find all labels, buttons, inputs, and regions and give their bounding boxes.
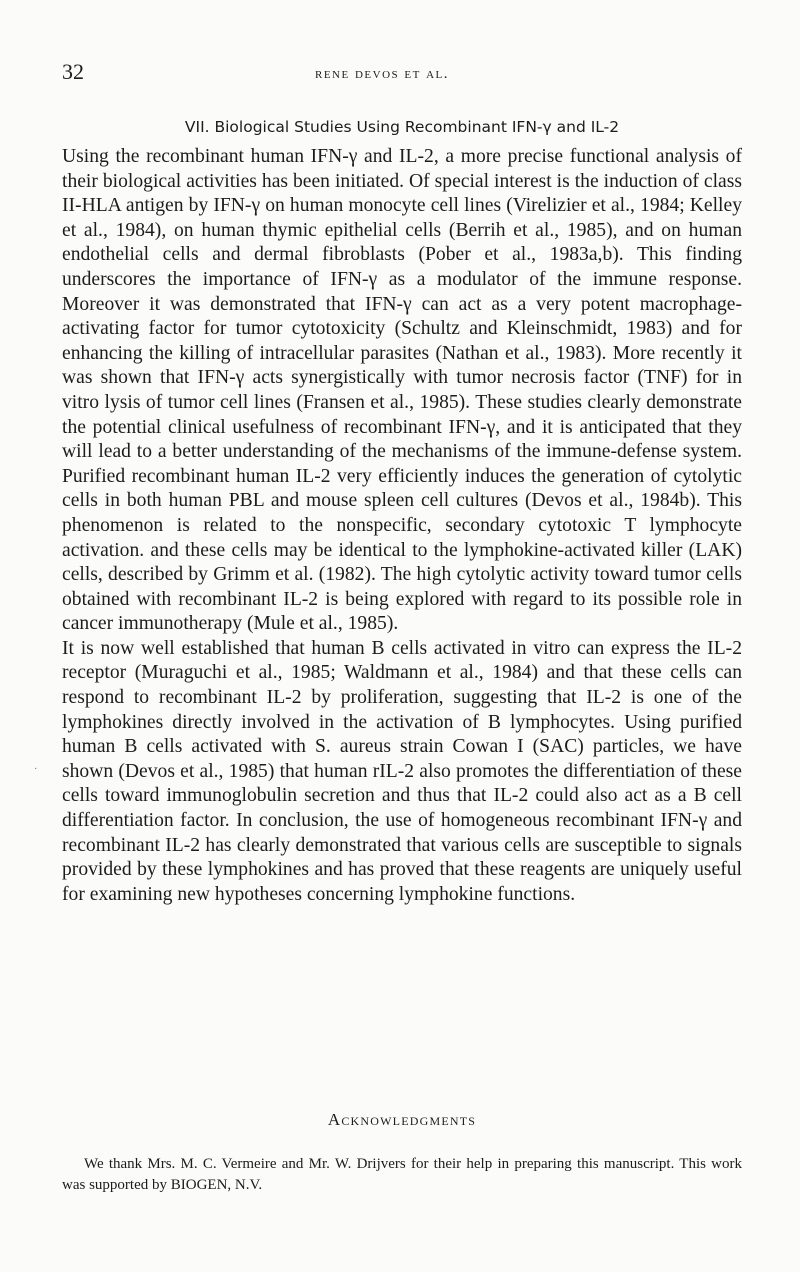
paragraph-1: Using the recombinant human IFN-γ and IL-2, a more precise functional analysis of their biological activities has been initiated. Of special interest is the induction of class II-HLA antigen by IFN-γ on human monocyte cell lines (Virelizier et al., 1984; Kelley et al., 1984), on human thymic epithelial cells (Berrih et al., 1985), and on human endothelial cells and dermal fibroblasts (Pober et al., 1983a,b). This finding underscores the importance of IFN-γ as a modulator of the immune response. Moreover it was demonstrated that IFN-γ can act as a very potent macrophage-activating factor for tumor cytotoxicity (Schultz and Kleinschmidt, 1983) and for enhancing the killing of intracellular parasites (Nathan et al., 1983). More recently it was shown that IFN-γ acts synergistically with tumor necrosis factor (TNF) for in vitro lysis of tumor cell lines (Fransen et al., 1985). These studies clearly demonstrate the potential clinical usefulness of recombinant IFN-γ, and it is anticipated that they will lead to a better understanding of the mechanisms of the immune-defense system. Purified recombinant human IL-2 very efficiently induces the generation of cytolytic cells in both human PBL and mouse spleen cell cultures (Devos et al., 1984b). This phenomenon is related to the nonspecific, secondary cytotoxic T lymphocyte activation. and these cells may be identical to the lymphokine-activated killer (LAK) cells, described by Grimm et al. (1982). The high cytolytic activity toward tumor cells obtained with recombinant IL-2 is being explored with regard to its possible role in cancer immunotherapy (Mule et al., 1985). <box>62 146 742 635</box>
page-number: 32 <box>62 59 84 84</box>
margin-dot: · <box>34 764 38 775</box>
running-head: rene devos et al. <box>315 66 449 82</box>
acknowledgments-heading: Acknowledgments <box>327 1110 477 1129</box>
body-text <box>62 145 742 907</box>
section-heading: VII. Biological Studies Using Recombinant IFN-γ and IL-2 <box>184 118 620 136</box>
acknowledgments-text: We thank Mrs. M. C. Vermeire and Mr. W. Drijvers for their help in preparing this manuscript. This work was supported by BIOGEN, N.V. <box>62 1156 742 1193</box>
page-header <box>62 58 742 90</box>
paragraph-2: It is now well established that human B cells activated in vitro can express the IL-2 receptor (Muraguchi et al., 1985; Waldmann et al., 1984) and that these cells can respond to recombinant IL-2 by proliferation, suggesting that IL-2 is one of the lymphokines directly involved in the activation of B lymphocytes. Using purified human B cells activated with S. aureus strain Cowan I (SAC) particles, we have shown (Devos et al., 1985) that human rIL-2 also promotes the differentiation of these cells toward immunoglobulin secretion and thus that IL-2 could also act as a B cell differentiation factor. In conclusion, the use of homogeneous recombinant IFN-γ and recombinant IL-2 has clearly demonstrated that various cells are susceptible to signals provided by these lymphokines and has proved that these reagents are uniquely useful for examining new hypotheses concerning lymphokine functions. <box>62 637 742 905</box>
